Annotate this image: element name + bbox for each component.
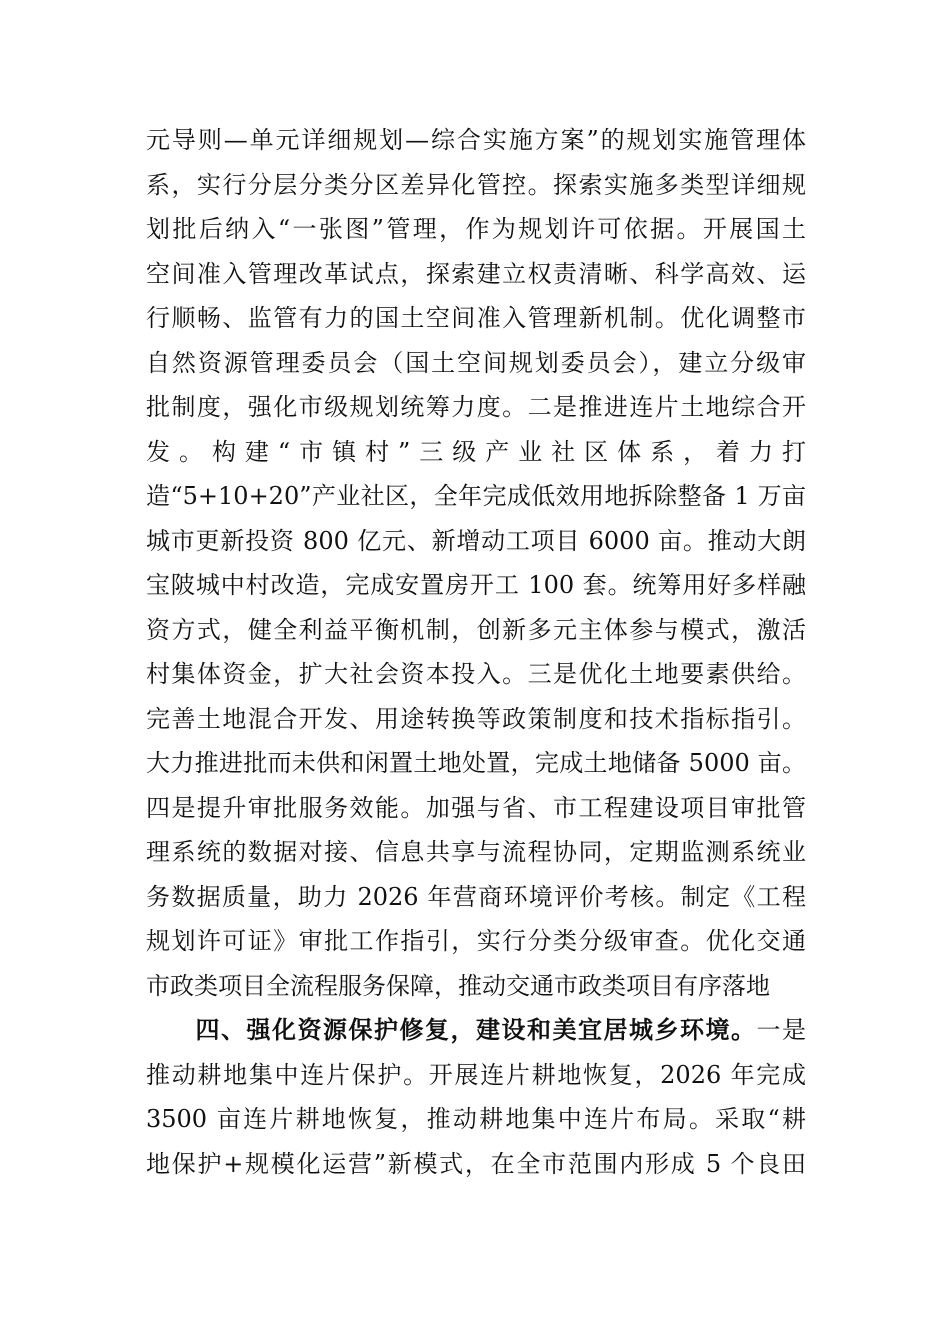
text-line: 资方式，健全利益平衡机制，创新多元主体参与模式，激活 [146, 615, 806, 644]
section-heading: 四、强化资源保护修复，建设和美宜居城乡环境。 [194, 1016, 757, 1044]
text-line: 宝陂城中村改造，完成安置房开工 100 套。统筹用好多样融 [146, 571, 806, 599]
section-heading-tail: 一是 [756, 1016, 806, 1044]
text-line: 批制度，强化市级规划统筹力度。二是推进连片土地综合开 [146, 393, 806, 421]
text-line: 理系统的数据对接、信息共享与流程协同，定期监测系统业 [146, 838, 806, 866]
text-line: 行顺畅、监管有力的国土空间准入管理新机制。优化调整市 [146, 304, 806, 332]
text-line: 村集体资金，扩大社会资本投入。三是优化土地要素供给。 [146, 660, 806, 688]
text-line: 城市更新投资 800 亿元、新增动工项目 6000 亩。推动大朗 [146, 526, 806, 555]
text-line: 发。构建“市镇村”三级产业社区体系，着力打 [146, 437, 806, 466]
text-line: 推动耕地集中连片保护。开展连片耕地恢复，2026 年完成 [146, 1060, 806, 1089]
text-line: 元导则—单元详细规划—综合实施方案”的规划实施管理体 [146, 126, 806, 154]
text-line: 四是提升审批服务效能。加强与省、市工程建设项目审批管 [146, 793, 806, 822]
text-line: 规划许可证》审批工作指引，实行分类分级审查。优化交通 [146, 927, 806, 955]
text-line: 自然资源管理委员会（国土空间规划委员会），建立分级审 [146, 348, 806, 377]
text-line: 空间准入管理改革试点，探索建立权责清晰、科学高效、运 [146, 259, 806, 288]
text-line: 系，实行分层分类分区差异化管控。探索实施多类型详细规 [146, 170, 806, 199]
document-body [146, 118, 806, 1186]
text-line: 3500 亩连片耕地恢复，推动耕地集中连片布局。采取“耕 [146, 1105, 806, 1133]
text-line: 地保护+规模化运营”新模式，在全市范围内形成 5 个良田 [146, 1149, 806, 1178]
text-line: 完善土地混合开发、用途转换等政策制度和技术指标指引。 [146, 704, 806, 733]
text-line: 大力推进批而未供和闲置土地处置，完成土地储备 5000 亩。 [146, 749, 806, 777]
text-line: 划批后纳入“一张图”管理，作为规划许可依据。开展国土 [146, 215, 806, 243]
text-line: 市政类项目全流程服务保障，推动交通市政类项目有序落地 [146, 971, 770, 1000]
text-line: 造“5+10+20”产业社区，全年完成低效用地拆除整备 1 万亩 [146, 482, 806, 510]
section-heading-line [146, 1008, 806, 1053]
text-line: 务数据质量，助力 2026 年营商环境评价考核。制定《工程 [146, 882, 806, 911]
